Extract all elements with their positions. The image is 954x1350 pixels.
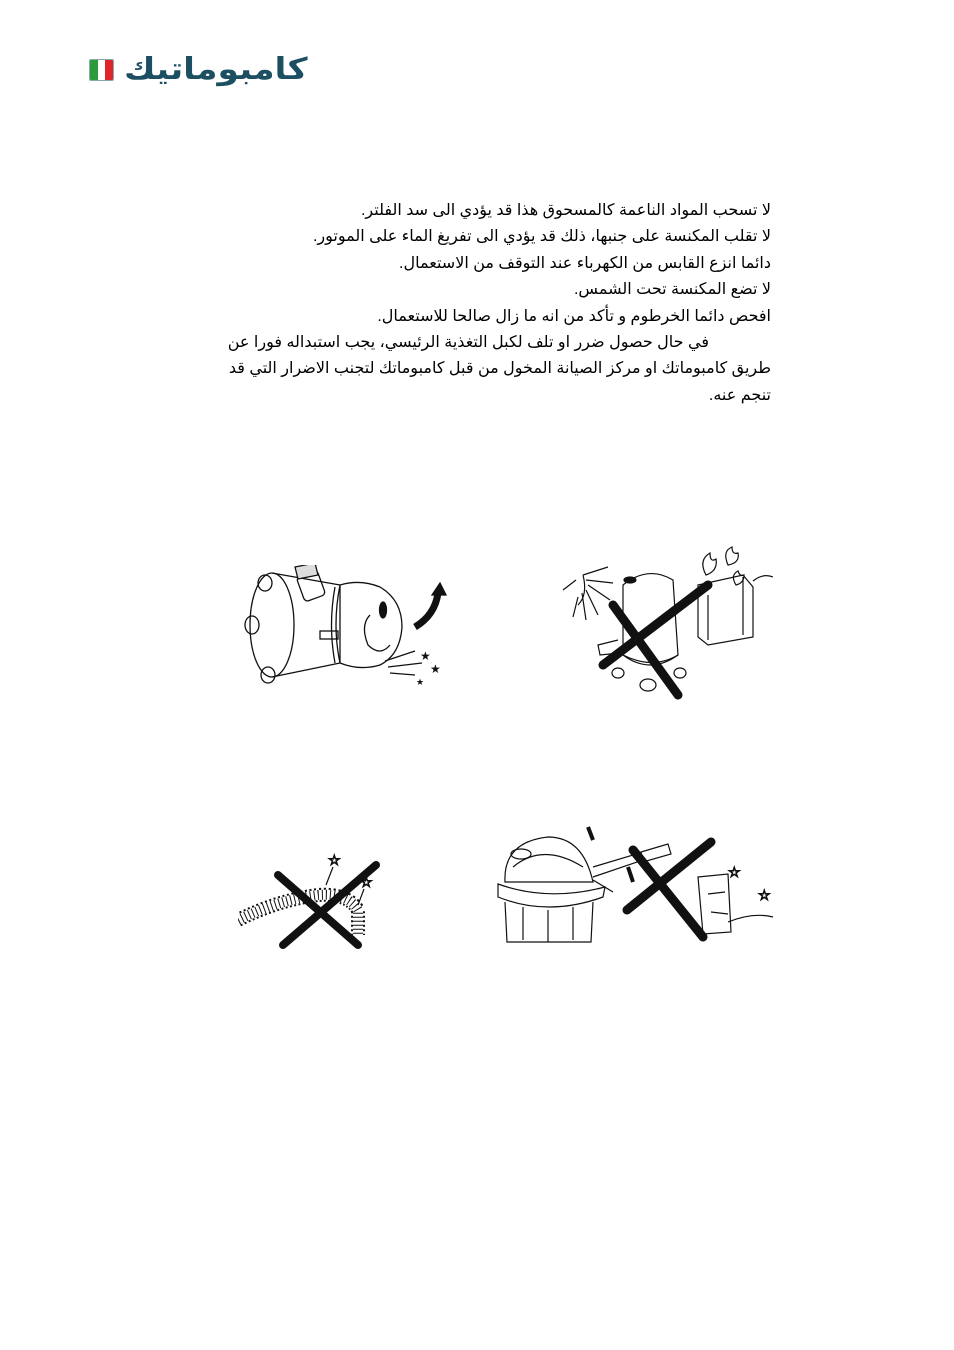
illustration-no-damaged-cable — [493, 822, 783, 952]
illustration-vacuum-tipped — [240, 565, 455, 690]
instruction-line: لا تضع المكنسة تحت الشمس. — [573, 281, 771, 299]
safety-instructions — [170, 198, 771, 409]
cable-warning-line: تنجم عنه. — [708, 386, 771, 404]
instruction-line: افحص دائما الخرطوم و تأكد من انه ما زال صالحا للاستعمال. — [377, 307, 771, 325]
svg-text:★: ★ — [430, 662, 441, 676]
svg-text:☆: ☆ — [758, 887, 771, 903]
svg-text:★: ★ — [420, 649, 431, 663]
brand-wordmark: كامبوماتيك — [124, 52, 308, 87]
svg-text:☆: ☆ — [328, 852, 341, 868]
illustration-no-damaged-hose — [238, 845, 383, 950]
svg-text:★: ★ — [416, 677, 425, 687]
italian-flag-icon — [89, 59, 114, 81]
instruction-line: دائما انزع القابس من الكهرباء عند التوقف من الاستعمال. — [399, 254, 771, 272]
instruction-line: لا تسحب المواد الناعمة كالمسحوق هذا قد يؤدي الى سد الفلتر. — [360, 202, 771, 219]
svg-text:☆: ☆ — [728, 864, 741, 880]
instruction-line: لا تقلب المكنسة على جنبها، ذلك قد يؤدي الى تفريغ الماء على الموتور. — [312, 228, 771, 246]
svg-text:☆: ☆ — [360, 874, 373, 890]
cable-warning-line: طريق كامبوماتك او مركز الصيانة المخول من قبل كامبوماتك لتجنب الاضرار التي قد — [228, 360, 771, 378]
cable-warning-line: في حال حصول ضرر او تلف لكبل التغذية الرئيسي، يجب استبداله فورا عن — [227, 334, 709, 352]
illustration-no-sun-heat — [558, 545, 778, 705]
brand-logo — [89, 52, 308, 87]
